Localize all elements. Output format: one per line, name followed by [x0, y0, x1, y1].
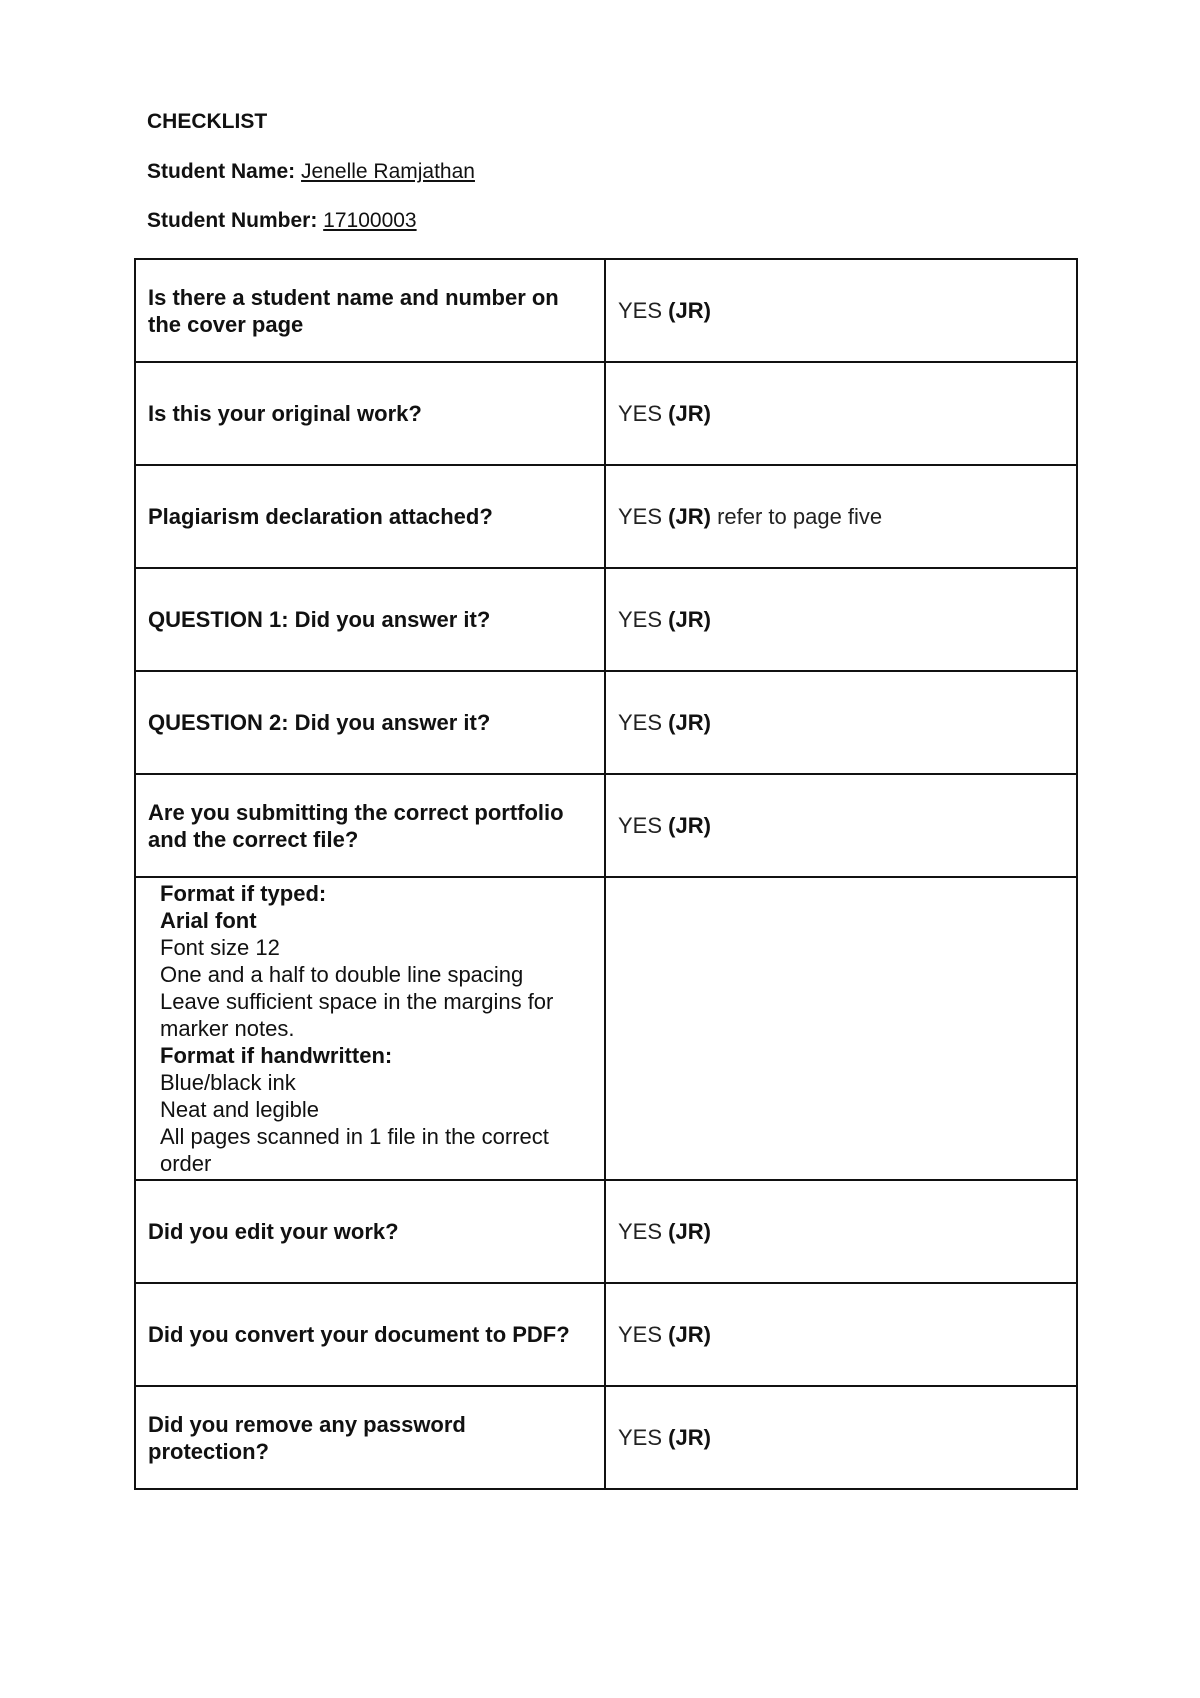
question-cell: Did you edit your work? [135, 1180, 605, 1283]
answer-yes: YES [618, 607, 663, 632]
answer-initials: (JR) [668, 401, 711, 426]
checklist-row [135, 1283, 1077, 1386]
student-number-line [147, 208, 417, 234]
format-ink: Blue/black ink [160, 1070, 296, 1095]
question-cell: Plagiarism declaration attached? [135, 465, 605, 568]
question-cell: Is there a student name and number on the cover page [135, 259, 605, 362]
answer-cell [605, 465, 1077, 568]
answer-initials: (JR) [668, 1322, 711, 1347]
answer-yes: YES [618, 1322, 663, 1347]
format-line-spacing: One and a half to double line spacing [160, 962, 524, 987]
format-scanning: All pages scanned in 1 file in the correct order [160, 1124, 549, 1176]
answer-cell [605, 1283, 1077, 1386]
answer-yes: YES [618, 298, 663, 323]
question-cell: Are you submitting the correct portfolio and the correct file? [135, 774, 605, 877]
checklist-row [135, 671, 1077, 774]
student-number-label: Student Number: [147, 209, 318, 232]
answer-initials: (JR) [668, 813, 711, 838]
format-answer-cell [605, 877, 1077, 1180]
question-cell: Is this your original work? [135, 362, 605, 465]
format-requirements-cell [135, 877, 605, 1180]
checklist-row [135, 259, 1077, 362]
page-title: CHECKLIST [147, 110, 268, 133]
format-margins: Leave sufficient space in the margins for marker notes. [160, 989, 554, 1041]
student-name-line [147, 159, 475, 185]
answer-cell [605, 1386, 1077, 1489]
answer-cell [605, 568, 1077, 671]
answer-initials: (JR) [668, 1219, 711, 1244]
answer-note: refer to page five [717, 504, 883, 529]
answer-cell [605, 362, 1077, 465]
checklist-row [135, 1180, 1077, 1283]
checklist-row [135, 1386, 1077, 1489]
checklist-row [135, 568, 1077, 671]
answer-yes: YES [618, 401, 663, 426]
answer-yes: YES [618, 1219, 663, 1244]
answer-cell [605, 671, 1077, 774]
answer-initials: (JR) [668, 607, 711, 632]
question-cell: QUESTION 2: Did you answer it? [135, 671, 605, 774]
checklist-row [135, 362, 1077, 465]
answer-initials: (JR) [668, 710, 711, 735]
answer-initials: (JR) [668, 504, 711, 529]
format-typed-heading: Format if typed: [160, 881, 327, 906]
student-number-value: 17100003 [323, 209, 417, 232]
format-legibility: Neat and legible [160, 1097, 320, 1122]
answer-initials: (JR) [668, 298, 711, 323]
answer-yes: YES [618, 1425, 663, 1450]
answer-initials: (JR) [668, 1425, 711, 1450]
student-name-value: Jenelle Ramjathan [301, 160, 475, 183]
student-name-label: Student Name: [147, 160, 296, 183]
checklist-row [135, 774, 1077, 877]
answer-cell [605, 774, 1077, 877]
answer-cell [605, 259, 1077, 362]
answer-yes: YES [618, 504, 663, 529]
format-font-name: Arial font [160, 908, 257, 933]
answer-yes: YES [618, 813, 663, 838]
format-font-size: Font size 12 [160, 935, 280, 960]
checklist-row [135, 465, 1077, 568]
answer-cell [605, 1180, 1077, 1283]
checklist-table [134, 258, 1078, 1490]
question-cell: Did you convert your document to PDF? [135, 1283, 605, 1386]
question-cell: Did you remove any password protection? [135, 1386, 605, 1489]
format-requirements-row [135, 877, 1077, 1180]
answer-yes: YES [618, 710, 663, 735]
format-handwritten-heading: Format if handwritten: [160, 1043, 393, 1068]
question-cell: QUESTION 1: Did you answer it? [135, 568, 605, 671]
